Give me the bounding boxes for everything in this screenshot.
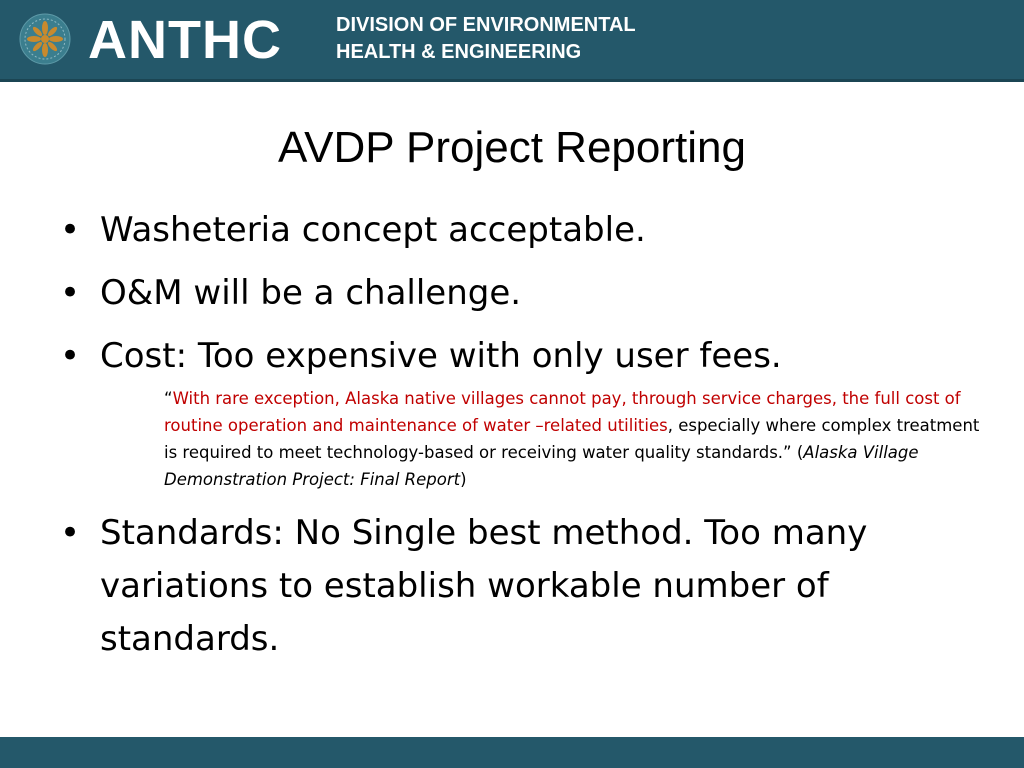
bullet-dot: • [60, 513, 81, 553]
report-quote [164, 385, 984, 493]
bullet-text: Standards: No Single best method. Too many variations to establish workable number of standards. [100, 513, 868, 659]
division-name [336, 12, 636, 66]
quote-close: ) [460, 470, 467, 489]
footer-bar [0, 737, 1024, 768]
quote-block [60, 385, 980, 493]
bullet-item [60, 507, 980, 666]
division-line-1: DIVISION OF ENVIRONMENTAL [336, 14, 636, 36]
bullet-list [60, 204, 980, 666]
quote-plain: , especially where complex treatment is required to meet technology-based or receiving water quality standards.” ( [164, 416, 980, 462]
bullet-text: Cost: Too expensive with only user fees. [100, 336, 782, 376]
bullet-dot: • [60, 336, 81, 376]
anthc-seal-icon [19, 13, 71, 65]
bullet-text: O&M will be a challenge. [100, 273, 522, 313]
bullet-dot: • [60, 273, 81, 313]
quote-highlight: With rare exception, Alaska native villages cannot pay, through service charges, the full cost of routine operation and maintenance of water –related utilities [164, 389, 961, 435]
org-name: ANTHC [88, 10, 282, 70]
quote-citation: Alaska Village Demonstration Project: Final Report [164, 443, 919, 489]
bullet-dot: • [60, 210, 81, 250]
slide-title: AVDP Project Reporting [278, 123, 746, 172]
quote-open-mark: “ [164, 389, 173, 408]
bullet-item [60, 267, 980, 320]
division-line-2: HEALTH & ENGINEERING [336, 41, 582, 63]
bullet-text: Washeteria concept acceptable. [100, 210, 646, 250]
bullet-item [60, 204, 980, 257]
bullet-item [60, 330, 980, 383]
header-bar [0, 0, 1024, 82]
